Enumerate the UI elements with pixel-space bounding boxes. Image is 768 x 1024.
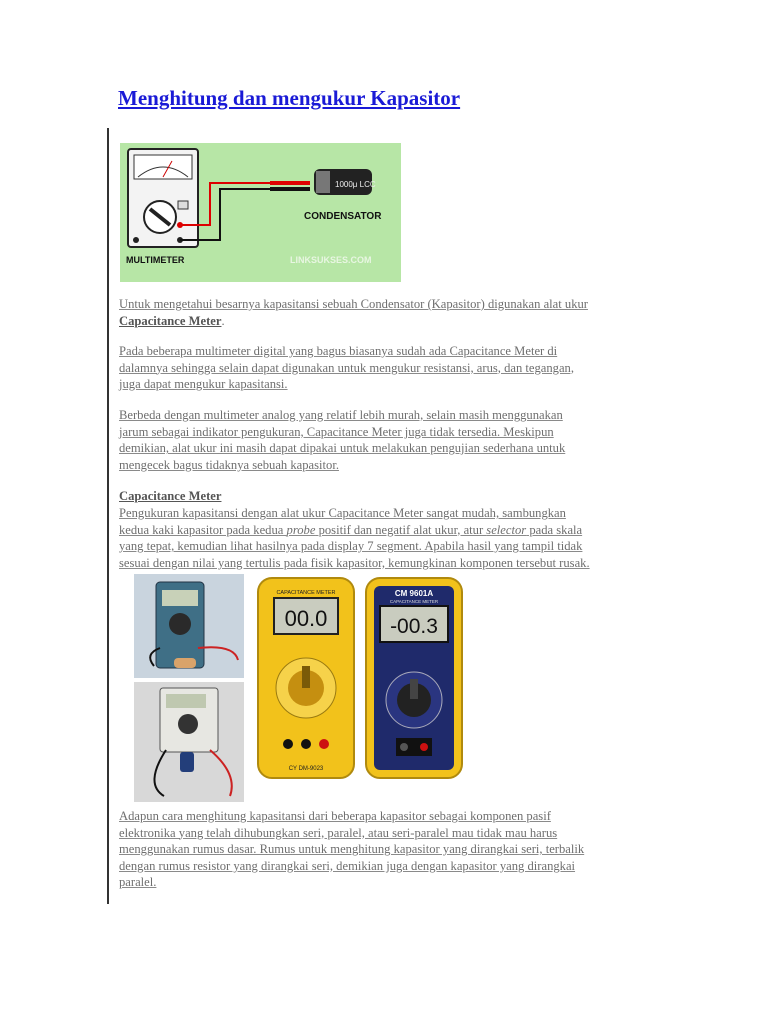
paragraph-5 [119, 808, 649, 891]
paragraph-3 [119, 407, 649, 473]
capacitance-meters-figure [134, 574, 464, 802]
p2-line-3[interactable]: juga dapat mengukur kapasitansi. [119, 377, 288, 392]
p1-line-1[interactable]: Untuk mengetahui besarnya kapasitansi sebuah Condensator (Kapasitor) digunakan alat ukur [119, 297, 588, 311]
paragraph-2 [119, 343, 649, 393]
p3-line-1[interactable]: Berbeda dengan multimeter analog yang relatif lebih murah, selain masih menggunakan [119, 408, 563, 422]
page-title[interactable]: Menghitung dan mengukur Kapasitor [118, 86, 461, 110]
p4-line-1[interactable]: Pengukuran kapasitansi dengan alat ukur Capacitance Meter sangat mudah, sambungkan [119, 506, 566, 520]
p3-line-2[interactable]: jarum sebagai indikator pengukuran, Capacitance Meter juga tidak tersedia. Meskipun [119, 424, 554, 439]
paragraph-1 [119, 296, 649, 329]
p5-line-2[interactable]: elektronika yang telah dihubungkan seri, paralel, atau seri-paralel mau tidak mau harus [119, 825, 558, 840]
probe-term: probe [286, 522, 316, 537]
p4-line-2[interactable]: kedua kaki kapasitor pada kedua probe positif dan negatif alat ukur, atur selector pada skala [119, 522, 583, 537]
yellow-meter-model: CY DM-9023 [288, 766, 324, 772]
selector-term: selector [486, 522, 527, 537]
blue-meter-display: -00.3 [390, 615, 438, 638]
p5-line-3[interactable]: menggunakan rumus dasar. Rumus untuk menghitung kapasitor yang dirangkai seri, terbalik [119, 842, 585, 857]
yellow-meter-label: CAPACITANCE METER [276, 590, 336, 596]
p3-line-3[interactable]: demikian, alat ukur ini masih dapat dipakai untuk melakukan pengujian sederhana untuk [119, 441, 566, 456]
p1-capacitance-meter[interactable]: Capacitance Meter [119, 313, 222, 328]
heading-text[interactable]: Capacitance Meter [119, 489, 222, 503]
p2-line-2[interactable]: dalamnya sehingga selain dapat digunakan untuk mengukur resistansi, arus, dan tegangan, [119, 360, 574, 375]
blue-meter-label: CM 9601A [394, 589, 434, 598]
condensator-label: CONDENSATOR [304, 211, 382, 222]
p4-line-4[interactable]: sesuai dengan nilai yang tertulis pada fisik kapasitor, kemungkinan komponen tersebut rusak. [119, 555, 590, 570]
p3-line-4[interactable]: mengecek bagus tidaknya sebuah kapasitor. [119, 457, 339, 472]
multimeter-condensator-figure [120, 143, 401, 282]
yellow-capacitance-meter [258, 578, 354, 778]
yellow-meter-display: 00.0 [284, 606, 328, 631]
margin-rule [107, 128, 109, 904]
photo-meter-with-capacitor [134, 574, 244, 678]
p4-line-3[interactable]: yang tepat, kemudian lihat hasilnya pada display 7 segment. Apabila hasil yang tampil tidak [119, 539, 583, 554]
paragraph-4 [119, 505, 649, 571]
p5-line-4[interactable]: dengan rumus resistor yang dirangkai seri, demikian juga dengan kapasitor yang dirangkai [119, 858, 576, 873]
p5-line-1[interactable]: Adapun cara menghitung kapasitansi dari beberapa kapasitor sebagai komponen pasif [119, 809, 551, 823]
photo-meter-with-electrolytic [134, 682, 244, 802]
p5-line-5[interactable]: paralel. [119, 875, 157, 890]
capacitor-marking: 1000μ LCC [335, 180, 376, 189]
p2-line-1[interactable]: Pada beberapa multimeter digital yang bagus biasanya sudah ada Capacitance Meter di [119, 344, 558, 358]
multimeter-label: MULTIMETER [126, 255, 185, 265]
section-heading-capacitance-meter [119, 489, 221, 504]
blue-meter-sublabel: CAPACITANCE METER [389, 599, 439, 604]
p1-period: . [221, 313, 225, 328]
blue-capacitance-meter [366, 578, 462, 778]
figure-watermark: LINKSUKSES.COM [290, 255, 372, 265]
